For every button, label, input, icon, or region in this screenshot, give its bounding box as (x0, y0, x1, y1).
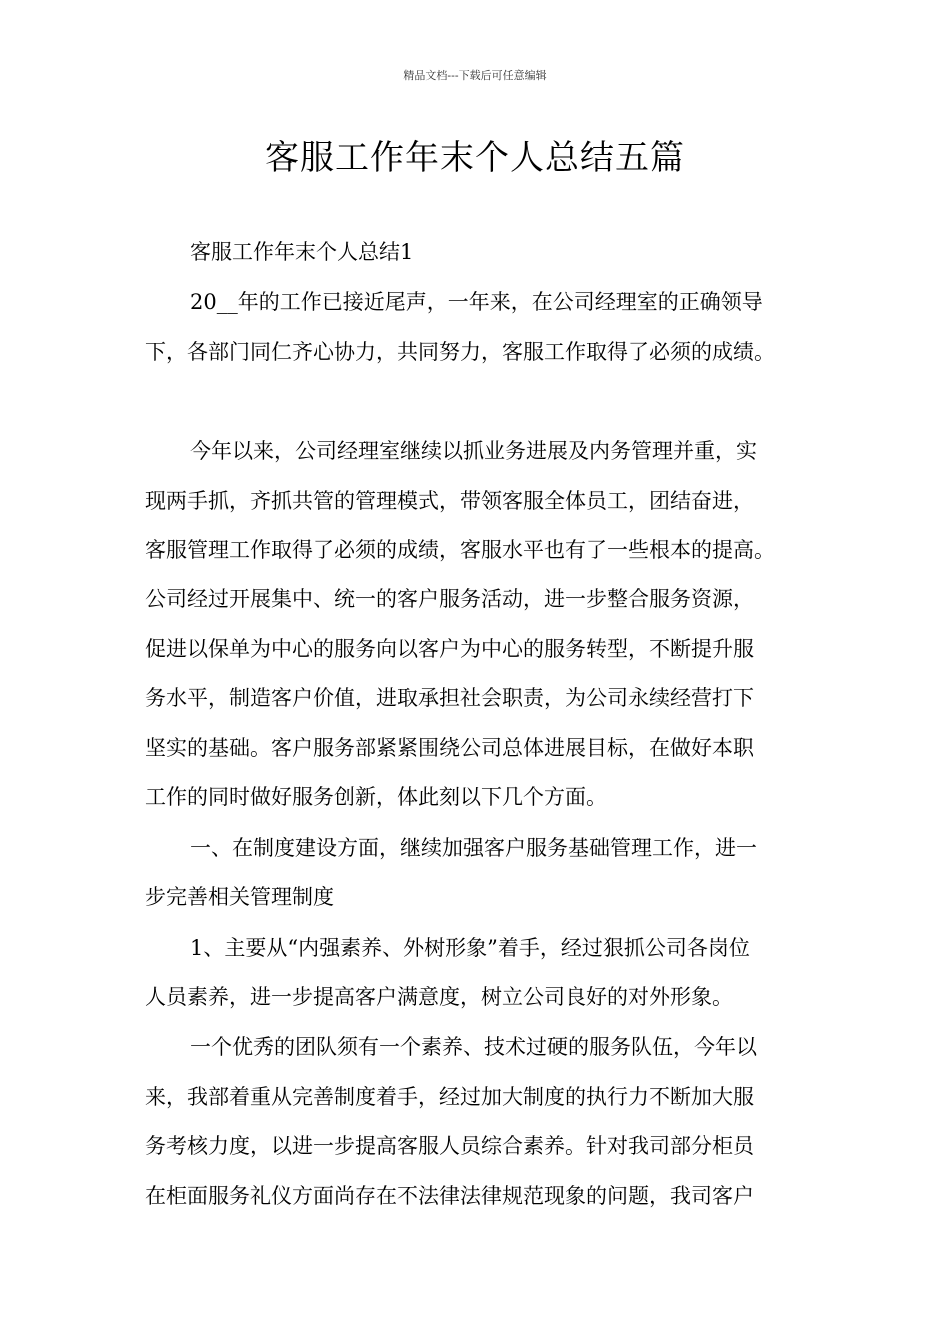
paragraph-line: 人员素养，进一步提高客户满意度，树立公司良好的对外形象。 (145, 985, 733, 1009)
section-heading: 步完善相关管理制度 (145, 885, 334, 909)
paragraph-line: 来，我部着重从完善制度着手，经过加大制度的执行力不断加大服 (145, 1085, 754, 1109)
section-heading: 一、在制度建设方面，继续加强客户服务基础管理工作，进一 (190, 836, 757, 860)
paragraph-line: 下，各部门同仁齐心协力，共同努力，客服工作取得了必须的成绩。 (145, 340, 775, 364)
paragraph-line: 1、主要从“内强素养、外树形象”着手，经过狠抓公司各岗位 (190, 936, 750, 960)
paragraph-line: 客服管理工作取得了必须的成绩，客服水平也有了一些根本的提高。 (145, 538, 775, 562)
paragraph-line: 务考核力度，以进一步提高客服人员综合素养。针对我司部分柜员 (145, 1134, 754, 1158)
paragraph-line: 坚实的基础。客户服务部紧紧围绕公司总体进展目标，在做好本职 (145, 736, 754, 760)
page-header-note: 精品文档---下载后可任意编辑 (403, 69, 547, 82)
paragraph-line: 今年以来，公司经理室继续以抓业务进展及内务管理并重，实 (190, 439, 757, 463)
paragraph-line: 公司经过开展集中、统一的客户服务活动，进一步整合服务资源， (145, 587, 754, 611)
paragraph-line: 现两手抓，齐抓共管的管理模式，带领客服全体员工，团结奋进， (145, 489, 754, 513)
paragraph-line: 工作的同时做好服务创新，体此刻以下几个方面。 (145, 785, 607, 809)
paragraph-line: 促进以保单为中心的服务向以客户为中心的服务转型，不断提升服 (145, 637, 754, 661)
paragraph-line: 在柜面服务礼仪方面尚存在不法律法律规范现象的问题，我司客户 (145, 1184, 754, 1208)
paragraph-line: 一个优秀的团队须有一个素养、技术过硬的服务队伍，今年以 (190, 1035, 757, 1059)
paragraph-line: 务水平，制造客户价值，进取承担社会职责，为公司永续经营打下 (145, 686, 754, 710)
paragraph-line: 20__年的工作已接近尾声，一年来，在公司经理室的正确领导 (190, 290, 763, 314)
document-title: 客服工作年末个人总结五篇 (265, 138, 685, 178)
section-heading: 客服工作年末个人总结1 (190, 240, 414, 264)
